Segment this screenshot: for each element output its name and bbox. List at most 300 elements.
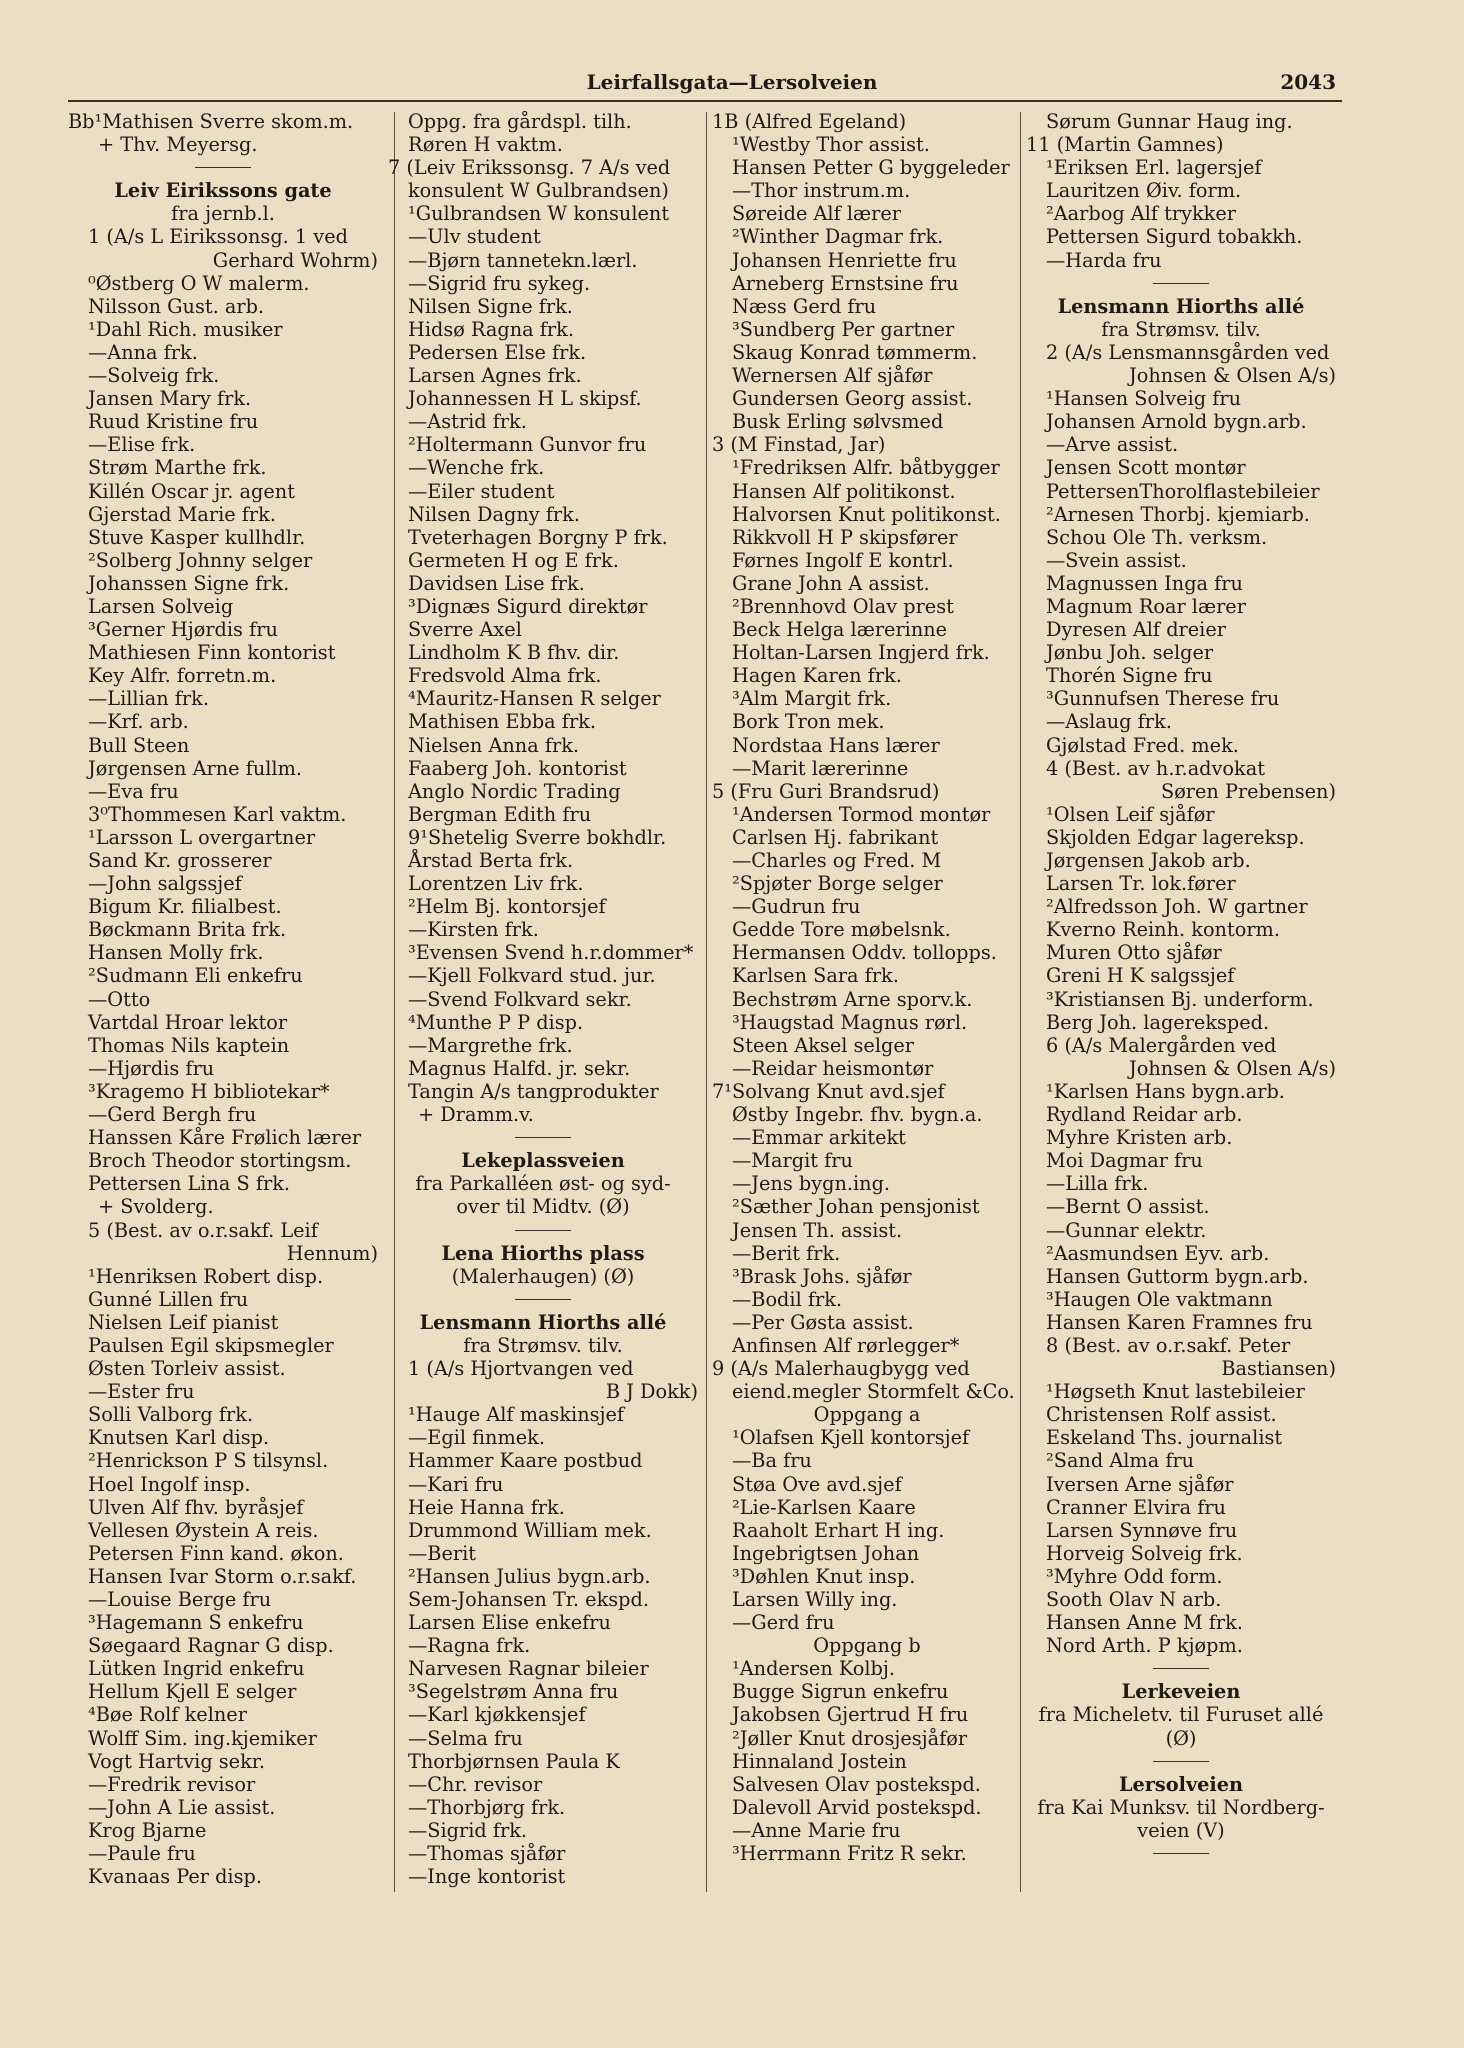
directory-entry: 9 (A/s Malerhaugbygg ved xyxy=(712,1357,970,1381)
column-divider xyxy=(706,112,707,1892)
directory-entry: ³Kragemo H bibliotekar* xyxy=(88,1079,330,1103)
directory-entry: —Solveig frk. xyxy=(88,364,220,388)
directory-entry: Pettersen Lina S frk. xyxy=(88,1172,291,1196)
directory-entry: —Gudrun fru xyxy=(732,895,861,919)
directory-entry: ¹Olafsen Kjell kontorsjef xyxy=(732,1426,970,1450)
directory-entry: Christensen Rolf assist. xyxy=(1046,1403,1277,1427)
directory-entry: Larsen Agnes frk. xyxy=(408,364,582,388)
directory-entry: Salvesen Olav postekspd. xyxy=(732,1772,981,1796)
directory-entry: Hermansen Oddv. tollopps. xyxy=(732,941,997,965)
directory-entry: over til Midtv. (Ø) xyxy=(456,1195,630,1219)
directory-entry: ³Segelstrøm Anna fru xyxy=(408,1680,619,1704)
directory-entry: Magnussen Inga fru xyxy=(1046,571,1243,595)
directory-entry: Thorén Signe fru xyxy=(1046,664,1213,688)
directory-entry: ²Spjøter Borge selger xyxy=(732,872,943,896)
directory-entry: ⁴Bøe Rolf kelner xyxy=(88,1703,247,1727)
section-rule xyxy=(1026,272,1336,295)
directory-entry: 1B (Alfred Egeland) xyxy=(712,110,907,133)
directory-entry: Jensen Scott montør xyxy=(1046,456,1246,480)
directory-entry: —Thomas sjåfør xyxy=(408,1842,566,1866)
directory-entry: Larsen Willy ing. xyxy=(732,1588,898,1611)
directory-entry: 5 (Fru Guri Brandsrud) xyxy=(712,779,940,803)
directory-entry: Berg Joh. lagereksped. xyxy=(1046,1010,1270,1034)
directory-entry: —Chr. revisor xyxy=(408,1772,543,1796)
directory-entry: 3 (M Finstad, Jar) xyxy=(712,433,886,457)
section-rule xyxy=(68,156,378,179)
directory-entry: Skjolden Edgar lagereksp. xyxy=(1046,825,1305,849)
directory-entry: Strøm Marthe frk. xyxy=(88,456,267,480)
directory-entry: —Berit xyxy=(408,1541,476,1565)
directory-entry: Johansen Henriette fru xyxy=(732,248,957,272)
directory-entry: Sørum Gunnar Haug ing. xyxy=(1046,110,1293,133)
directory-entry: Ulven Alf fhv. byråsjef xyxy=(88,1495,304,1519)
directory-entry: Carlsen Hj. fabrikant xyxy=(732,825,939,849)
directory-entry: Hellum Kjell E selger xyxy=(88,1680,297,1704)
directory-entry: Bigum Kr. filialbest. xyxy=(88,895,282,919)
directory-entry: Vartdal Hroar lektor xyxy=(88,1010,288,1034)
directory-entry: Nilsson Gust. arb. xyxy=(88,294,265,318)
directory-entry: ¹Fredriksen Alfr. båtbygger xyxy=(732,456,1000,480)
directory-entry: ¹Olsen Leif sjåfør xyxy=(1046,802,1215,826)
directory-entry: Petersen Finn kand. økon. xyxy=(88,1541,344,1565)
directory-entry: Oppg. fra gårdspl. tilh. xyxy=(408,110,632,133)
directory-entry: ³Gunnufsen Therese fru xyxy=(1046,687,1280,711)
directory-entry: Sem-Johansen Tr. ekspd. xyxy=(408,1588,649,1611)
directory-entry: Østby Ingebr. fhv. bygn.a. xyxy=(732,1103,983,1127)
directory-entry: ²Aasmundsen Eyv. arb. xyxy=(1046,1241,1270,1265)
directory-entry: —Aslaug frk. xyxy=(1046,710,1172,734)
directory-entry: Holtan-Larsen Ingjerd frk. xyxy=(732,641,990,665)
directory-entry: (Ø) xyxy=(1165,1726,1197,1750)
directory-entry: Broch Theodor stortingsm. xyxy=(88,1149,352,1173)
directory-entry: —Svein assist. xyxy=(1046,548,1187,572)
directory-entry: ²Sand Alma fru xyxy=(1046,1449,1195,1473)
directory-entry: 8 (Best. av o.r.sakf. Peter xyxy=(1046,1333,1291,1357)
directory-entry: ¹Eriksen Erl. lagersjef xyxy=(1046,156,1262,180)
directory-entry: —Anne Marie fru xyxy=(732,1818,901,1842)
directory-entry: ¹Larsson L overgartner xyxy=(88,825,316,849)
directory-entry: —Paule fru xyxy=(88,1842,196,1866)
street-heading: Lekeplassveien xyxy=(461,1149,625,1173)
directory-entry: + Svolderg. xyxy=(98,1195,214,1219)
directory-entry: fra Kai Munksv. til Nordberg- xyxy=(1037,1795,1325,1819)
directory-entry: Greni H K salgssjef xyxy=(1046,964,1235,988)
directory-entry: Paulsen Egil skipsmegler xyxy=(88,1333,334,1357)
directory-entry: —Fredrik revisor xyxy=(88,1772,256,1796)
directory-entry: Søegaard Ragnar G disp. xyxy=(88,1634,334,1658)
directory-entry: Gunné Lillen fru xyxy=(88,1287,249,1311)
directory-entry: Moi Dagmar fru xyxy=(1046,1149,1203,1173)
directory-entry: ²Helm Bj. kontorsjef xyxy=(408,895,606,919)
column-3 xyxy=(712,110,1022,1865)
directory-entry: Heie Hanna frk. xyxy=(408,1495,565,1519)
directory-entry: Larsen Solveig xyxy=(88,594,234,618)
directory-entry: Dyresen Alf dreier xyxy=(1046,618,1226,642)
directory-entry: Vogt Hartvig sekr. xyxy=(88,1749,266,1773)
directory-entry: eiend.megler Stormfelt &Co. xyxy=(732,1380,1015,1404)
directory-entry: —Ester fru xyxy=(88,1380,195,1404)
directory-entry: ²Alfredsson Joh. W gartner xyxy=(1046,895,1308,919)
directory-entry: Mathiesen Finn kontorist xyxy=(88,641,336,665)
directory-entry: Gjerstad Marie frk. xyxy=(88,502,276,526)
directory-entry: ¹Hauge Alf maskinsjef xyxy=(408,1403,625,1427)
directory-entry: —Hjørdis fru xyxy=(88,1056,215,1080)
directory-entry: Bastiansen) xyxy=(1221,1357,1336,1381)
directory-entry: + Dramm.v. xyxy=(418,1103,534,1127)
directory-entry: Johanssen Signe frk. xyxy=(88,571,290,595)
directory-entry: —Thorbjørg frk. xyxy=(408,1795,566,1819)
directory-entry: —Margrethe frk. xyxy=(408,1033,573,1057)
directory-entry: Nordstaa Hans lærer xyxy=(732,733,940,757)
directory-entry: Tveterhagen Borgny P frk. xyxy=(408,525,668,549)
directory-entry: —Gerd fru xyxy=(732,1611,835,1635)
directory-entry: Halvorsen Knut politikonst. xyxy=(732,502,1001,526)
directory-entry: ²Aarbog Alf trykker xyxy=(1046,202,1236,226)
directory-entry: ⁴Mauritz-Hansen R selger xyxy=(408,687,661,711)
directory-entry: ³Myhre Odd form. xyxy=(1046,1564,1223,1588)
directory-entry: Johannessen H L skipsf. xyxy=(408,387,642,411)
directory-entry: veien (V) xyxy=(1137,1818,1225,1842)
section-rule xyxy=(388,1126,698,1149)
directory-entry: ³Dignæs Sigurd direktør xyxy=(408,594,648,618)
directory-entry: Rikkvoll H P skipsfører xyxy=(732,525,958,549)
directory-entry: —Elise frk. xyxy=(88,433,196,457)
directory-entry: —Kari fru xyxy=(408,1472,504,1496)
directory-entry: B J Dokk) xyxy=(605,1380,698,1404)
directory-entry: —Louise Berge fru xyxy=(88,1588,272,1611)
directory-entry: fra jernb.l. xyxy=(171,202,275,226)
directory-entry: Bull Steen xyxy=(88,733,190,757)
section-rule xyxy=(388,1219,698,1242)
directory-entry: Larsen Synnøve fru xyxy=(1046,1518,1238,1542)
directory-entry: Fredsvold Alma frk. xyxy=(408,664,602,688)
directory-entry: ³Haugen Ole vaktmann xyxy=(1046,1287,1273,1311)
directory-entry: Hoel Ingolf insp. xyxy=(88,1472,251,1496)
directory-entry: 1 (A/s Hjortvangen ved xyxy=(408,1357,634,1381)
directory-entry: ³Sundberg Per gartner xyxy=(732,317,955,341)
directory-entry: Røren H vaktm. xyxy=(408,133,563,157)
directory-entry: (Malerhaugen) (Ø) xyxy=(451,1264,635,1288)
directory-entry: —Bernt O assist. xyxy=(1046,1195,1210,1219)
directory-entry: —Bodil frk. xyxy=(732,1287,843,1311)
directory-entry: ¹Gulbrandsen W konsulent xyxy=(408,202,670,226)
directory-entry: Davidsen Lise frk. xyxy=(408,571,585,595)
directory-entry: —Emmar arkitekt xyxy=(732,1126,906,1150)
header-rule xyxy=(68,100,1342,102)
directory-entry: Hansen Anne M frk. xyxy=(1046,1611,1243,1635)
directory-entry: Beck Helga lærerinne xyxy=(732,618,948,642)
directory-entry: ⁴Munthe P P disp. xyxy=(408,1010,584,1034)
directory-entry: ⁰Østberg O W malerm. xyxy=(88,271,310,295)
directory-entry: Støa Ove avd.sjef xyxy=(732,1472,902,1496)
directory-entry: Bb¹Mathisen Sverre skom.m. xyxy=(68,110,354,133)
directory-entry: Eskeland Ths. journalist xyxy=(1046,1426,1283,1450)
directory-entry: —Per Gøsta assist. xyxy=(732,1310,914,1334)
directory-entry: ³Døhlen Knut insp. xyxy=(732,1564,916,1588)
page-header xyxy=(0,70,1464,100)
directory-entry: —Selma fru xyxy=(408,1726,523,1750)
directory-entry: Myhre Kristen arb. xyxy=(1046,1126,1233,1150)
directory-entry: Sooth Olav N arb. xyxy=(1046,1588,1222,1611)
directory-entry: Hennum) xyxy=(286,1241,378,1265)
directory-entry: Hanssen Kåre Frølich lærer xyxy=(88,1126,362,1150)
directory-entry: ¹Karlsen Hans bygn.arb. xyxy=(1046,1079,1285,1103)
directory-entry: —Otto xyxy=(88,987,151,1011)
section-rule xyxy=(388,1288,698,1311)
directory-entry: Germeten H og E frk. xyxy=(408,548,619,572)
directory-entry: —Egil finmek. xyxy=(408,1426,545,1450)
directory-entry: Hagen Karen frk. xyxy=(732,664,902,688)
column-1 xyxy=(68,110,378,1888)
directory-entry: —Ulv student xyxy=(408,225,541,249)
directory-entry: Nielsen Anna frk. xyxy=(408,733,580,757)
directory-entry: Tangin A/s tangprodukter xyxy=(408,1079,659,1103)
directory-entry: Nielsen Leif pianist xyxy=(88,1310,279,1334)
directory-entry: —John A Lie assist. xyxy=(88,1795,276,1819)
column-2 xyxy=(388,110,698,1888)
directory-entry: —Arve assist. xyxy=(1046,433,1179,457)
directory-entry: 2 (A/s Lensmannsgården ved xyxy=(1046,340,1330,364)
directory-entry: Næss Gerd fru xyxy=(732,294,877,318)
section-rule xyxy=(1026,1842,1336,1865)
directory-entry: Thorbjørnsen Paula K xyxy=(408,1749,620,1773)
directory-entry: Jensen Th. assist. xyxy=(732,1218,903,1242)
directory-entry: —Ba fru xyxy=(732,1449,812,1473)
column-divider xyxy=(1020,112,1021,1892)
page-title: Leirfallsgata—Lersolveien xyxy=(586,70,878,94)
directory-entry: Søreide Alf lærer xyxy=(732,202,901,226)
directory-entry: Grane John A assist. xyxy=(732,571,930,595)
directory-entry: Oppgang a xyxy=(813,1403,921,1427)
directory-entry: ³Alm Margit frk. xyxy=(732,687,892,711)
directory-entry: Larsen Tr. lok.fører xyxy=(1046,872,1236,896)
directory-entry: Drummond William mek. xyxy=(408,1518,652,1542)
directory-entry: Wernersen Alf sjåfør xyxy=(732,364,933,388)
directory-entry: PettersenThorolflastebileier xyxy=(1046,479,1320,503)
directory-entry: Ruud Kristine fru xyxy=(88,410,259,434)
directory-entry: ³Brask Johs. sjåfør xyxy=(732,1264,912,1288)
directory-entry: —Astrid frk. xyxy=(408,410,527,434)
directory-entry: Steen Aksel selger xyxy=(732,1033,914,1057)
directory-entry: Jønbu Joh. selger xyxy=(1046,641,1214,665)
directory-entry: Anglo Nordic Trading xyxy=(408,779,621,803)
directory-entry: + Thv. Meyersg. xyxy=(98,133,258,157)
directory-entry: Nord Arth. P kjøpm. xyxy=(1046,1634,1243,1658)
directory-entry: Karlsen Sara frk. xyxy=(732,964,899,988)
directory-entry: —Karl kjøkkensjef xyxy=(408,1703,586,1727)
directory-entry: ¹Henriksen Robert disp. xyxy=(88,1264,324,1288)
directory-entry: —Margit fru xyxy=(732,1149,853,1173)
directory-entry: Oppgang b xyxy=(813,1634,921,1658)
directory-entry: Lorentzen Liv frk. xyxy=(408,872,584,896)
directory-entry: —Gunnar elektr. xyxy=(1046,1218,1207,1242)
directory-entry: Sverre Axel xyxy=(408,618,522,642)
directory-entry: ³Haugstad Magnus rørl. xyxy=(732,1010,968,1034)
directory-entry: Gjølstad Fred. mek. xyxy=(1046,733,1239,757)
directory-entry: —Gerd Bergh fru xyxy=(88,1103,257,1127)
directory-entry: Østen Torleiv assist. xyxy=(88,1357,286,1381)
directory-entry: —Charles og Fred. M xyxy=(732,849,942,872)
directory-entry: Krog Bjarne xyxy=(88,1818,207,1842)
directory-entry: Kvanaas Per disp. xyxy=(88,1865,262,1889)
directory-entry: Søren Prebensen) xyxy=(1160,779,1336,803)
directory-entry: —Sigrid fru sykeg. xyxy=(408,271,591,295)
directory-entry: Dalevoll Arvid postekspd. xyxy=(732,1795,982,1819)
directory-entry: —Krf. arb. xyxy=(88,710,189,734)
street-heading: Lersolveien xyxy=(1118,1772,1244,1796)
directory-entry: ²Brennhovd Olav prest xyxy=(732,594,954,618)
directory-entry: —Eiler student xyxy=(408,479,555,503)
directory-entry: ²Arnesen Thorbj. kjemiarb. xyxy=(1046,502,1310,526)
directory-entry: 5 (Best. av o.r.sakf. Leif xyxy=(88,1218,318,1242)
directory-entry: —Inge kontorist xyxy=(408,1865,566,1889)
directory-entry: Hinnaland Jostein xyxy=(732,1749,907,1773)
directory-entry: —John salgssjef xyxy=(88,872,242,896)
directory-entry: Anfinsen Alf rørlegger* xyxy=(732,1333,960,1357)
directory-entry: ²Hansen Julius bygn.arb. xyxy=(408,1564,651,1588)
directory-entry: Skaug Konrad tømmerm. xyxy=(732,340,978,364)
directory-entry: 6 (A/s Malergården ved xyxy=(1046,1033,1277,1057)
directory-entry: Mathisen Ebba frk. xyxy=(408,710,596,734)
directory-entry: Hammer Kaare postbud xyxy=(408,1449,643,1473)
directory-entry: Lauritzen Øiv. form. xyxy=(1046,179,1242,203)
directory-entry: Arneberg Ernstsine fru xyxy=(732,271,959,295)
directory-entry: Sand Kr. grosserer xyxy=(88,849,272,872)
directory-entry: Bugge Sigrun enkefru xyxy=(732,1680,949,1704)
directory-entry: Muren Otto sjåfør xyxy=(1046,941,1222,965)
directory-entry: —Thor instrum.m. xyxy=(732,179,911,203)
directory-entry: Pedersen Else frk. xyxy=(408,340,587,364)
directory-entry: Johansen Arnold bygn.arb. xyxy=(1046,410,1307,434)
directory-entry: Busk Erling sølvsmed xyxy=(732,410,944,434)
directory-entry: —Anna frk. xyxy=(88,340,198,364)
directory-entry: Raaholt Erhart H ing. xyxy=(732,1518,945,1542)
directory-entry: ¹Dahl Rich. musiker xyxy=(88,317,283,341)
directory-entry: —Sigrid frk. xyxy=(408,1818,528,1842)
directory-entry: Vellesen Øystein A reis. xyxy=(88,1518,319,1542)
directory-entry: Nilsen Signe frk. xyxy=(408,294,573,318)
directory-entry: ³Kristiansen Bj. underform. xyxy=(1046,987,1314,1011)
directory-entry: —Lillian frk. xyxy=(88,687,209,711)
directory-entry: —Harda fru xyxy=(1046,248,1162,272)
directory-entry: fra Strømsv. tilv. xyxy=(463,1333,623,1357)
directory-entry: ³Gerner Hjørdis fru xyxy=(88,618,278,642)
directory-entry: —Lilla frk. xyxy=(1046,1172,1149,1196)
directory-entry: Hidsø Ragna frk. xyxy=(408,317,574,341)
directory-entry: ¹Høgseth Knut lastebileier xyxy=(1046,1380,1305,1404)
directory-entry: Magnus Halfd. jr. sekr. xyxy=(408,1056,631,1080)
directory-entry: Killén Oscar jr. agent xyxy=(88,479,295,503)
directory-entry: Jakobsen Gjertrud H fru xyxy=(732,1703,969,1727)
directory-entry: Hansen Ivar Storm o.r.sakf. xyxy=(88,1564,357,1588)
directory-entry: Magnum Roar lærer xyxy=(1046,594,1246,618)
directory-entry: Larsen Elise enkefru xyxy=(408,1611,611,1635)
directory-entry: Narvesen Ragnar bileier xyxy=(408,1657,649,1681)
directory-entry: —Reidar heismontør xyxy=(732,1056,934,1080)
directory-entry: ²Sæther Johan pensjonist xyxy=(732,1195,980,1219)
directory-entry: 4 (Best. av h.r.advokat xyxy=(1046,756,1265,780)
directory-entry: Jørgensen Jakob arb. xyxy=(1046,849,1251,872)
directory-entry: —Wenche frk. xyxy=(408,456,545,480)
directory-entry: Bechstrøm Arne sporv.k. xyxy=(732,987,973,1011)
directory-entry: Cranner Elvira fru xyxy=(1046,1495,1226,1519)
directory-entry: 7¹Solvang Knut avd.sjef xyxy=(712,1079,945,1103)
directory-entry: Årstad Berta frk. xyxy=(408,849,574,872)
directory-entry: ³Herrmann Fritz R sekr. xyxy=(732,1842,967,1866)
directory-entry: Bergman Edith fru xyxy=(408,802,592,826)
directory-entry: Ingebrigtsen Johan xyxy=(732,1541,920,1565)
directory-entry: ²Henrickson P S tilsynsl. xyxy=(88,1449,329,1473)
directory-entry: Thomas Nils kaptein xyxy=(88,1033,290,1057)
directory-entry: Hansen Guttorm bygn.arb. xyxy=(1046,1264,1309,1288)
directory-entry: ²Solberg Johnny selger xyxy=(88,548,313,572)
directory-entry: Knutsen Karl disp. xyxy=(88,1426,270,1450)
street-heading: Leiv Eirikssons gate xyxy=(114,179,332,203)
directory-entry: Jørgensen Arne fullm. xyxy=(88,756,302,780)
directory-entry: Horveig Solveig frk. xyxy=(1046,1541,1243,1565)
directory-entry: ²Holtermann Gunvor fru xyxy=(408,433,647,457)
directory-entry: Bøckmann Brita frk. xyxy=(88,918,287,942)
directory-entry: 7 (Leiv Erikssonsg. 7 A/s ved xyxy=(388,156,671,180)
directory-entry: 1 (A/s L Eirikssonsg. 1 ved xyxy=(88,225,348,249)
page-number: 2043 xyxy=(1280,70,1336,94)
directory-entry: Johnsen & Olsen A/s) xyxy=(1129,1056,1336,1080)
directory-entry: fra Strømsv. tilv. xyxy=(1101,317,1261,341)
directory-entry: Hansen Petter G byggeleder xyxy=(732,156,1010,180)
directory-entry: Iversen Arne sjåfør xyxy=(1046,1472,1234,1496)
directory-entry: 9¹Shetelig Sverre bokhdlr. xyxy=(408,825,667,849)
directory-entry: Pettersen Sigurd tobakkh. xyxy=(1046,225,1303,249)
directory-entry: ¹Hansen Solveig fru xyxy=(1046,387,1242,411)
directory-entry: ²Sudmann Eli enkefru xyxy=(88,964,303,988)
directory-entry: Førnes Ingolf E kontrl. xyxy=(732,548,954,572)
directory-entry: Lindholm K B fhv. dir. xyxy=(408,641,620,665)
directory-entry: Bork Tron mek. xyxy=(732,710,885,734)
directory-entry: Kverno Reinh. kontorm. xyxy=(1046,918,1280,942)
directory-entry: —Kirsten frk. xyxy=(408,918,539,942)
street-heading: Lensmann Hiorths allé xyxy=(419,1310,667,1334)
directory-entry: —Svend Folkvard sekr. xyxy=(408,987,632,1011)
directory-entry: ²Winther Dagmar frk. xyxy=(732,225,944,249)
directory-entry: Hansen Alf politikonst. xyxy=(732,479,956,503)
column-4 xyxy=(1026,110,1336,1865)
directory-entry: —Ragna frk. xyxy=(408,1634,531,1658)
street-heading: Lensmann Hiorths allé xyxy=(1057,294,1305,318)
directory-entry: Gerhard Wohrm) xyxy=(212,248,378,272)
directory-entry: Gedde Tore møbelsnk. xyxy=(732,918,951,942)
directory-entry: ¹Westby Thor assist. xyxy=(732,133,930,157)
directory-entry: Wolff Sim. ing.kjemiker xyxy=(88,1726,317,1750)
directory-entry: fra Micheletv. til Furuset allé xyxy=(1038,1703,1324,1727)
directory-entry: Faaberg Joh. kontorist xyxy=(408,756,627,780)
street-heading: Lena Hiorths plass xyxy=(441,1241,645,1265)
directory-entry: Hansen Karen Framnes fru xyxy=(1046,1310,1313,1334)
directory-entry: —Berit frk. xyxy=(732,1241,841,1265)
section-rule xyxy=(1026,1750,1336,1773)
directory-entry: ²Lie-Karlsen Kaare xyxy=(732,1495,916,1519)
directory-entry: Gundersen Georg assist. xyxy=(732,387,973,411)
directory-entry: —Eva fru xyxy=(88,779,179,803)
directory-entry: ³Evensen Svend h.r.dommer* xyxy=(408,941,694,965)
directory-entry: Lütken Ingrid enkefru xyxy=(88,1657,305,1681)
street-heading: Lerkeveien xyxy=(1121,1680,1241,1704)
directory-entry: Solli Valborg frk. xyxy=(88,1403,254,1427)
directory-entry: ³Hagemann S enkefru xyxy=(88,1611,304,1635)
directory-entry: Nilsen Dagny frk. xyxy=(408,502,580,526)
directory-entry: ¹Andersen Tormod montør xyxy=(732,802,991,826)
directory-entry: konsulent W Gulbrandsen) xyxy=(408,179,669,203)
section-rule xyxy=(1026,1657,1336,1680)
